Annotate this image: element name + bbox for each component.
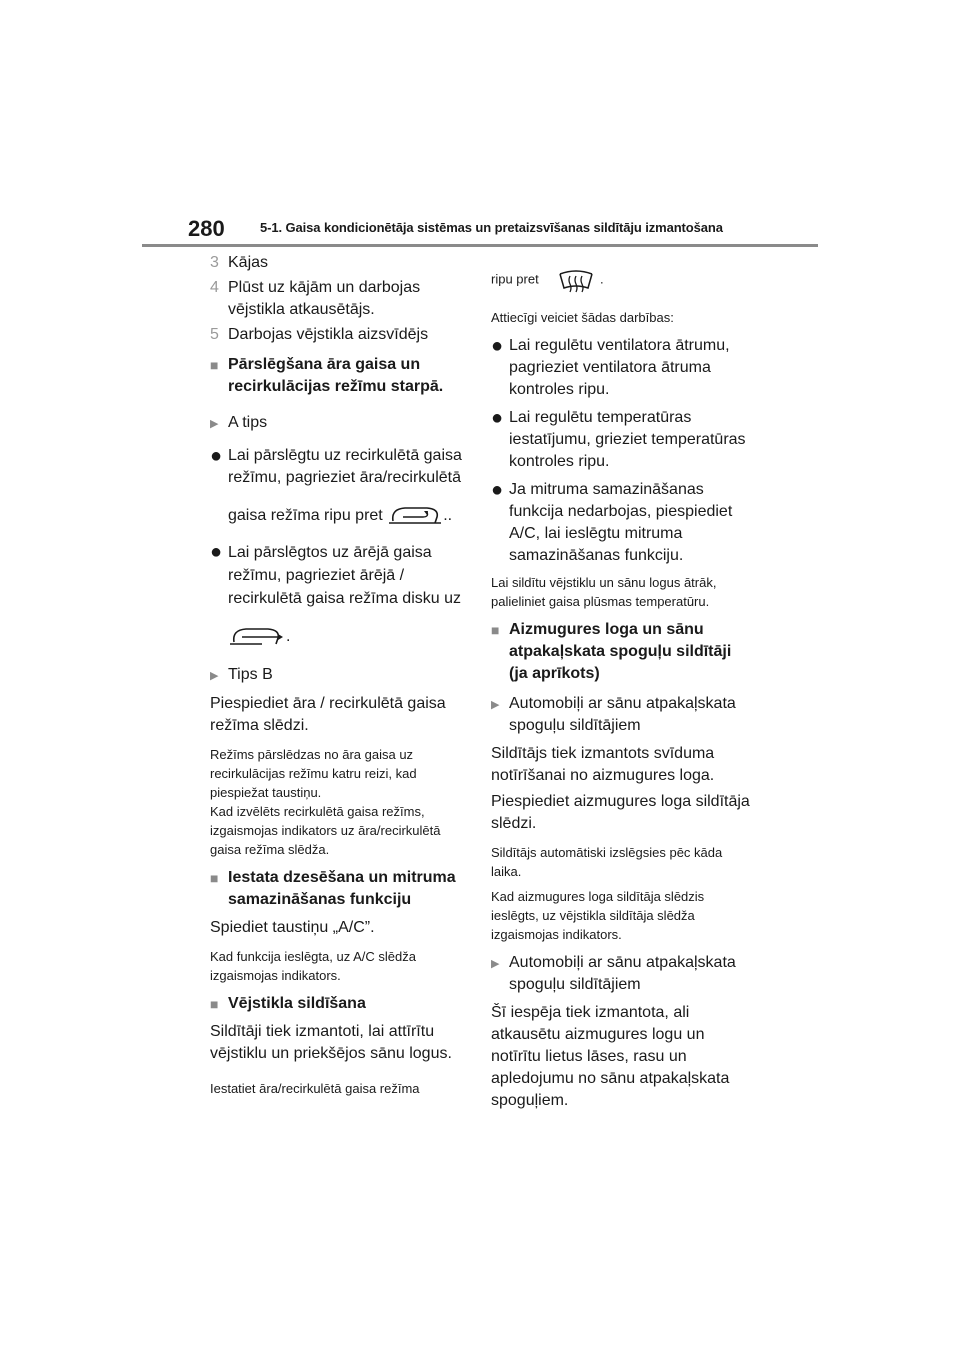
square-bullet-icon: ■ — [210, 870, 219, 886]
bullet-icon: ● — [491, 407, 504, 429]
note-text-a: ripu pret — [491, 271, 539, 287]
tip-label — [210, 664, 472, 687]
bullet-text-b: gaisa režīma ripu pret — [228, 507, 383, 525]
bullet-icon: ● — [210, 541, 223, 563]
note-text: Kad aizmugures loga sildītāja slēdzis ieslēgts, uz vējstikla sildītāja slēdža izgaismojas indikators. — [491, 889, 705, 942]
bullet-item — [491, 407, 751, 473]
tip-label — [210, 412, 472, 435]
bullet-item — [210, 445, 472, 529]
chapter-title: 5-1. Gaisa kondicionētāja sistēmas un pretaizsvīšanas sildītāju izmantošana — [260, 220, 723, 235]
bullet-icon: ● — [210, 445, 223, 467]
list-item — [210, 277, 472, 321]
item-text: Darbojas vējstikla aizsvīdējs — [228, 326, 429, 343]
bullet-item — [491, 479, 751, 567]
tip-text: Automobiļi ar sānu atpakaļskata spoguļu sildītājiem — [509, 954, 736, 993]
triangle-bullet-icon: ▶ — [210, 670, 219, 682]
left-column — [210, 252, 472, 1098]
triangle-bullet-icon: ▶ — [491, 958, 500, 970]
section-heading — [491, 619, 751, 685]
heading-text: Pārslēgšana āra gaisa un recirkulācijas režīmu starpā. — [228, 356, 444, 395]
bullet-item — [210, 541, 472, 650]
bullet-end: .. — [443, 507, 453, 525]
note-text: Režīms pārslēdzas no āra gaisa uz recirkulācijas režīmu katru reizi, kad piespiežat taustiņu. — [210, 747, 417, 800]
tip-text: Tips B — [228, 666, 273, 683]
section-heading — [210, 867, 472, 911]
heading-text: Aizmugures loga un sānu atpakaļskata spoguļu sildītāji (ja aprīkots) — [509, 621, 732, 682]
bullet-text-a: Lai pārslēgtu uz recirkulētā gaisa režīmu, pagrieziet āra/recirkulētā — [228, 447, 462, 486]
body-text: Šī iespēja tiek izmantota, ali atkausētu aizmugures logu un notīrītu lietus lāses, rasu un apledojumu no sānu atpakaļskata spoguļiem. — [491, 1004, 730, 1109]
triangle-bullet-icon: ▶ — [210, 418, 219, 430]
tip-label — [491, 952, 751, 996]
bullet-icon: ● — [491, 479, 504, 501]
heading-text: Vējstikla sildīšana — [228, 995, 366, 1012]
tip-label — [491, 693, 751, 737]
note-text: Sildītājs automātiski izslēgsies pēc kāda laika. — [491, 845, 723, 879]
header-rule — [142, 244, 818, 247]
bullet-text-a: Lai pārslēgtos uz ārējā gaisa režīmu, pagrieziet ārējā / recirkulētā gaisa režīma disku uz — [228, 544, 461, 607]
item-text: Plūst uz kājām un darbojas vējstikla atkausētājs. — [228, 279, 421, 318]
bullet-text — [228, 445, 472, 529]
heading-text: Iestata dzesēšana un mitruma samazināšanas funkciju — [228, 869, 456, 908]
tip-text: A tips — [228, 414, 268, 431]
triangle-bullet-icon: ▶ — [491, 699, 500, 711]
item-number: 3 — [210, 254, 219, 271]
square-bullet-icon: ■ — [210, 357, 219, 373]
square-bullet-icon: ■ — [491, 622, 500, 638]
body-text: Spiediet taustiņu „A/C”. — [210, 919, 375, 936]
body-text: Piespiediet āra / recirkulētā gaisa režīma slēdzi. — [210, 695, 446, 734]
tip-text: Automobiļi ar sānu atpakaļskata spoguļu sildītājiem — [509, 695, 736, 734]
recirculation-icon — [387, 503, 443, 529]
outside-air-icon — [228, 624, 286, 650]
body-text: Sildītāji tiek izmantoti, lai attīrītu vējstiklu un priekšējos sānu logus. — [210, 1023, 452, 1062]
page-number: 280 — [188, 216, 225, 241]
note-text: Kad funkcija ieslēgta, uz A/C slēdža izgaismojas indikators. — [210, 949, 416, 983]
bullet-item — [491, 335, 751, 401]
bullet-end: . — [286, 628, 291, 646]
windshield-defroster-icon — [556, 266, 596, 294]
note-text: Iestatiet āra/recirkulētā gaisa režīma — [210, 1081, 420, 1096]
bullet-text: Ja mitruma samazināšanas funkcija nedarbojas, piespiediet A/C, lai ieslēgtu mitruma samazināšanas funkciju. — [509, 481, 733, 564]
square-bullet-icon: ■ — [210, 996, 219, 1012]
note-text: Kad izvēlēts recirkulētā gaisa režīms, izgaismojas indikators uz āra/recirkulētā gaisa režīma slēdža. — [210, 804, 441, 857]
section-heading — [210, 354, 472, 398]
section-heading — [210, 993, 472, 1015]
bullet-text: Lai regulētu ventilatora ātrumu, pagrieziet ventilatora ātruma kontroles ripu. — [509, 337, 730, 398]
body-text: Piespiediet aizmugures loga sildītāja slēdzi. — [491, 793, 750, 832]
note-text: Lai sildītu vējstiklu un sānu logus ātrāk, palieliniet gaisa plūsmas temperatūru. — [491, 575, 717, 609]
note-text — [491, 266, 751, 294]
list-item — [210, 324, 472, 346]
bullet-icon: ● — [491, 335, 504, 357]
body-text: Sildītājs tiek izmantots svīduma notīrīšanai no aizmugures loga. — [491, 745, 715, 784]
item-text: Kājas — [228, 254, 269, 271]
list-item — [210, 252, 472, 274]
right-column — [491, 252, 751, 1112]
bullet-text: Lai regulētu temperatūras iestatījumu, grieziet temperatūras kontroles ripu. — [509, 409, 746, 470]
item-number: 4 — [210, 279, 219, 296]
note-text: Attiecīgi veiciet šādas darbības: — [491, 310, 674, 325]
note-end: . — [599, 271, 604, 287]
page-header — [142, 212, 818, 246]
bullet-text — [228, 541, 472, 650]
item-number: 5 — [210, 326, 219, 343]
